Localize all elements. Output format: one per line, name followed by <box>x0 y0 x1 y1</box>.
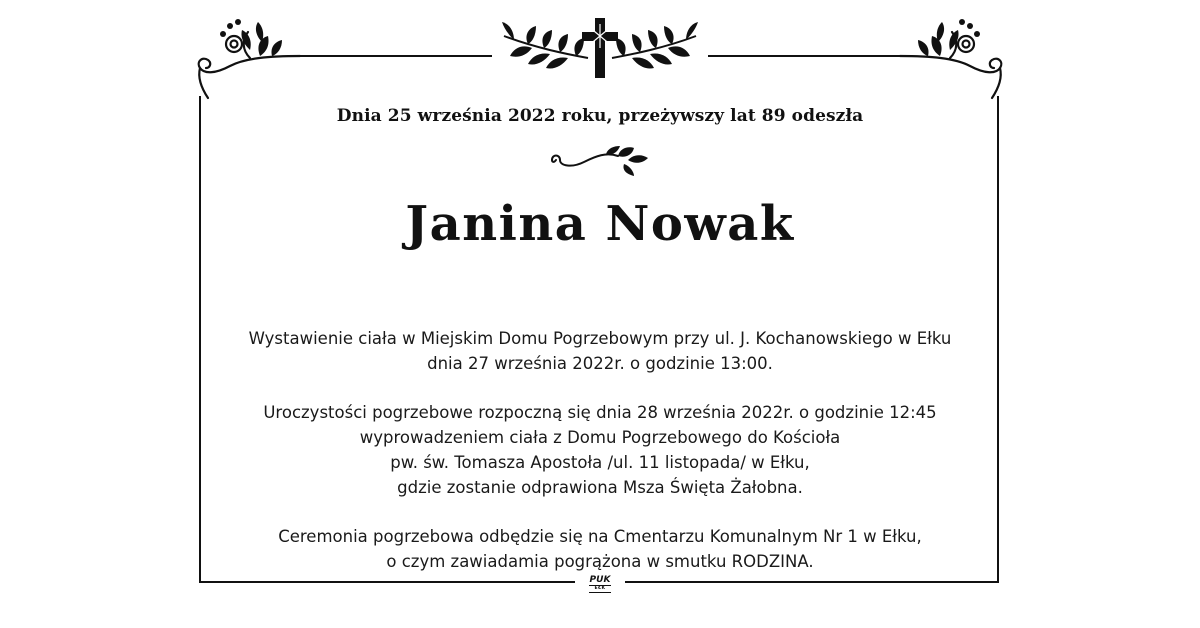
frame-top-line-right <box>708 55 900 57</box>
viewing-paragraph <box>200 326 1000 376</box>
funeral-line-2: wyprowadzeniem ciała z Domu Pogrzebowego do Kościoła <box>359 428 841 447</box>
corner-flourish-right-icon <box>898 14 1010 100</box>
frame-bottom-border-left <box>199 581 575 583</box>
frame-top-line-left <box>300 55 492 57</box>
logo-sub-text: EŁK <box>589 585 611 593</box>
deceased-name: Janina Nowak <box>405 196 795 252</box>
funeral-line-1: Uroczystości pogrzebowe rozpoczną się dnia 28 września 2022r. o godzinie 12:45 <box>263 403 937 422</box>
logo-main-text: PUK <box>589 575 611 585</box>
funeral-paragraph <box>200 400 1000 500</box>
burial-line-1: Ceremonia pogrzebowa odbędzie się na Cmentarzu Komunalnym Nr 1 w Ełku, <box>278 527 922 546</box>
puk-logo <box>578 574 622 594</box>
death-notice-intro: Dnia 25 września 2022 roku, przeżywszy lat 89 odeszła <box>336 106 864 126</box>
burial-paragraph <box>200 524 1000 574</box>
corner-flourish-left-icon <box>190 14 302 100</box>
viewing-line-2: dnia 27 września 2022r. o godzinie 13:00. <box>427 354 773 373</box>
leaf-divider-icon <box>548 144 652 176</box>
frame-bottom-border-right <box>625 581 999 583</box>
cross-with-laurel-icon <box>496 14 704 82</box>
funeral-line-4: gdzie zostanie odprawiona Msza Święta Żałobna. <box>397 478 803 497</box>
burial-line-2: o czym zawiadamia pogrążona w smutku RODZINA. <box>386 552 814 571</box>
funeral-line-3: pw. św. Tomasza Apostoła /ul. 11 listopada/ w Ełku, <box>390 453 810 472</box>
viewing-line-1: Wystawienie ciała w Miejskim Domu Pogrzebowym przy ul. J. Kochanowskiego w Ełku <box>248 329 952 348</box>
